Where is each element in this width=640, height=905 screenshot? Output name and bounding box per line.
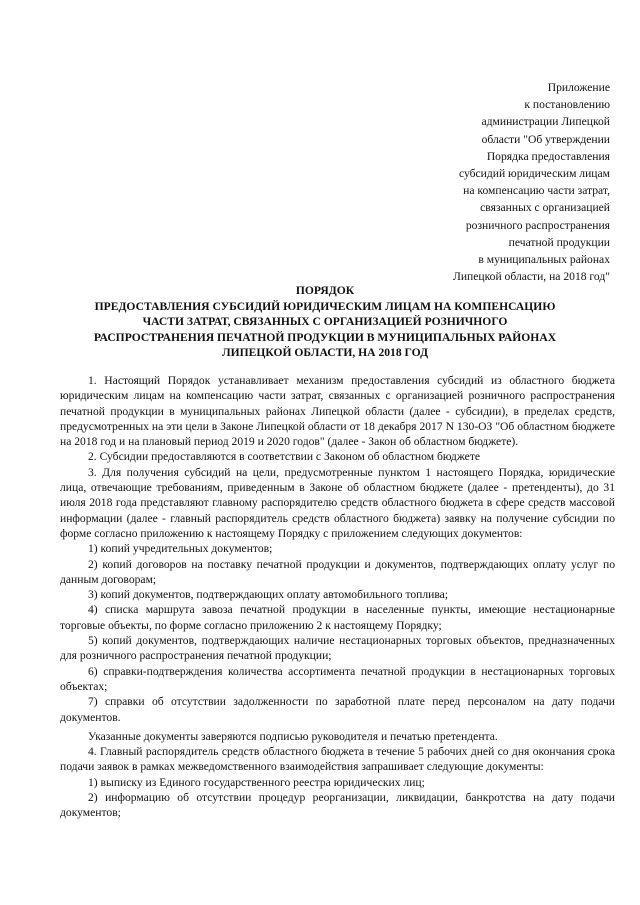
certification-note: Указанные документы заверяются подписью руководителя и печатью претендента. [88,729,498,743]
list-item: 5) копий документов, подтверждающих наличие нестационарных торговых объектов, предназначенных для розничного распространения печатной продукции; [60,634,615,663]
title-line: ЛИПЕЦКОЙ ОБЛАСТИ, НА 2018 ГОД [221,346,429,359]
list-item: 4) списка маршрута завоза печатной продукции в населенные пункты, имеющие нестационарные торговые объекты, по форме согласно приложению 2 к настоящему Порядку; [60,603,615,632]
annex-line: области "Об утверждении [481,132,610,146]
annex-line: Липецкой области, на 2018 год" [452,270,610,284]
annex-line: розничного распространения [465,218,610,232]
annex-line: печатной продукции [508,235,610,249]
paragraph-3: 3. Для получения субсидий на цели, предусмотренные пунктом 1 настоящего Порядка, юридические лица, отвечающие требованиям, приведенным в Законе об областном бюджете (далее - претенденты), до 31 июля 2018 года представляют главному распорядителю средств областного бюджета в сфере средств массовой информации (далее - главный распорядитель средств областного бюджета) заявку на получение субсидии по форме согласно приложению к настоящему Порядку с приложением следующих документов: [60,465,615,540]
document-body [60,373,615,821]
list-item: 7) справки об отсутствии задолженности по заработной плате перед персоналом на дату подачи документов. [60,695,615,724]
list-item: 2) копий договоров на поставку печатной продукции и документов, подтверждающих оплату услуг по данным договорам; [60,557,615,586]
paragraph-2: 2. Субсидии предоставляются в соответствии с Законом об областном бюджете [88,450,481,464]
title-line: ПРЕДОСТАВЛЕНИЯ СУБСИДИЙ ЮРИДИЧЕСКИМ ЛИЦАМ НА КОМПЕНСАЦИЮ [94,299,556,313]
title-line: РАСПРОСТРАНЕНИЯ ПЕЧАТНОЙ ПРОДУКЦИИ В МУНИЦИПАЛЬНЫХ РАЙОНАХ [93,330,557,344]
list-item: 3) копий документов, подтверждающих оплату автомобильного топлива; [88,588,449,602]
list-item: 1) копий учредительных документов; [88,542,273,556]
list-item: 6) справки-подтверждения количества ассортимента печатной продукции в нестационарных торговых объектах; [60,664,615,693]
annex-line: администрации Липецкой [481,115,610,129]
paragraph-1: 1. Настоящий Порядок устанавливает механизм предоставления субсидий из областного бюджета юридическим лицам на компенсацию части затрат, связанных с организацией розничного распространения печатной продукции в муниципальных районах Липецкой области (далее - субсидии), в пределах средств, предусмотренных на эти цели в Законе Липецкой области от 18 декабря 2017 N 130-ОЗ "Об областном бюджете на 2018 год и на плановый период 2019 и 2020 годов" (далее - Закон об областном бюджете). [60,374,615,449]
paragraph-4: 4. Главный распорядитель средств областного бюджета в течение 5 рабочих дней со дня окончания срока подачи заявок в рамках межведомственного взаимодействия запрашивает следующие документы: [60,745,615,774]
title-line: ЧАСТИ ЗАТРАТ, СВЯЗАННЫХ С ОРГАНИЗАЦИЕЙ РОЗНИЧНОГО [142,315,508,328]
list-item: 1) выписку из Единого государственного реестра юридических лиц; [88,775,425,789]
document-title [60,283,590,361]
title-line: ПОРЯДОК [295,284,355,297]
annex-line: Приложение [547,81,610,94]
annex-line: на компенсацию части затрат, [463,184,610,198]
annex-line: связанных с организацией [480,201,610,215]
annex-header [410,79,610,285]
annex-line: субсидий юридическим лицам [458,167,610,181]
annex-line: Порядка предоставления [486,149,610,163]
list-item: 2) информацию об отсутствии процедур реорганизации, ликвидации, банкротства на дату подачи документов; [60,791,615,820]
annex-line: в муниципальных районах [478,253,610,267]
annex-line: к постановлению [524,98,610,112]
